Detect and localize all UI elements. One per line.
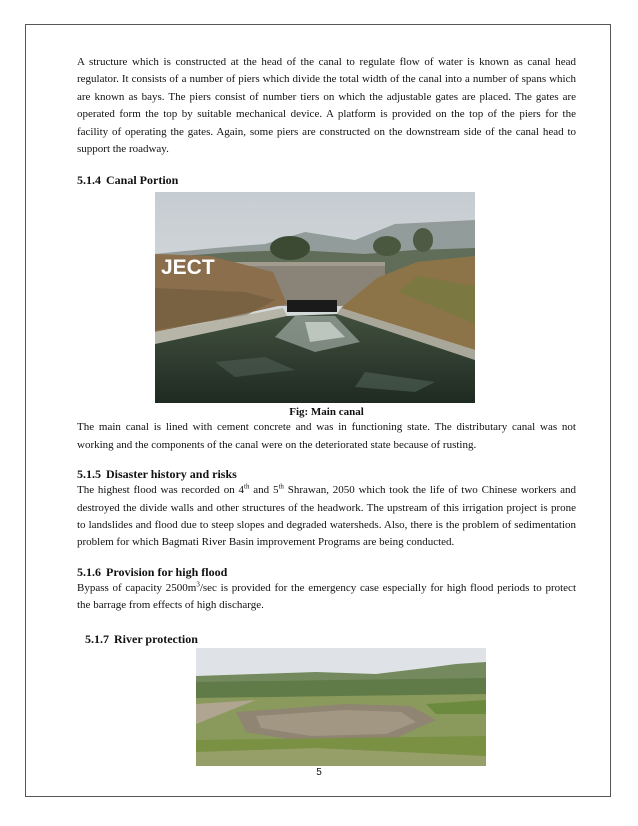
section-number: 5.1.7 [85, 631, 109, 646]
section-heading-canal-portion [77, 172, 576, 188]
text: Bypass of capacity 2500m [77, 581, 197, 594]
high-flood-paragraph [77, 580, 576, 615]
section-heading-disaster [77, 466, 576, 482]
figure-caption: Fig: Main canal [289, 406, 364, 419]
river-photo-drawing [196, 648, 486, 766]
section-title: Canal Portion [106, 173, 179, 188]
section-heading-high-flood [77, 564, 576, 580]
intro-paragraph: A structure which is constructed at the head of the canal to regulate flow of water is known as canal head regulator. It consists of a number of piers which divide the total width of the canal into a number of spans which are known as bays. The piers consist of number tiers on which the adjustable gates are placed. The gates are operated form the top by suitable mechanical device. A platform is provided on the top of the piers for the facility of operating the gates. Again, some piers are constructed on the downstream side of the canal head to support the roadway. [77, 56, 576, 156]
section-number: 5.1.6 [77, 564, 101, 579]
disaster-paragraph [77, 482, 576, 552]
text: The highest flood was recorded on 4 [77, 484, 245, 497]
canal-paragraph: The main canal is lined with cement concrete and was in functioning state. The distributary canal was not working and the components of the canal were on the deteriorated state because of rusting. [77, 421, 576, 451]
superscript: th [278, 482, 284, 491]
page-number: 5 [316, 767, 322, 778]
page-content [77, 54, 576, 766]
canal-photo-drawing [155, 192, 475, 403]
sign-text: JECT [161, 256, 215, 280]
section-heading-river-protection [85, 631, 576, 647]
section-title: Provision for high flood [106, 564, 228, 579]
main-canal-photo [155, 192, 475, 403]
section-title: River protection [114, 631, 198, 646]
river-protection-photo [196, 648, 486, 766]
superscript: th [244, 482, 250, 491]
text: Shrawan, 2050 which took the life of two Chinese workers and destroyed the divide walls and other structures of the headwork. The upstream of this irrigation project is prone to landslides and flood due to steep slopes and degraded watersheds. Also, there is the problem of sedimentation problem for which Bagmati River Basin improvement Programs are being conducted. [77, 484, 576, 549]
section-title: Disaster history and risks [106, 467, 237, 482]
section-number: 5.1.5 [77, 467, 101, 482]
section-number: 5.1.4 [77, 173, 101, 188]
text: and 5 [249, 484, 279, 497]
superscript: 3 [196, 580, 200, 589]
text: /sec is provided for the emergency case especially for high flood periods to protect the barrage from effects of high discharge. [77, 581, 576, 612]
